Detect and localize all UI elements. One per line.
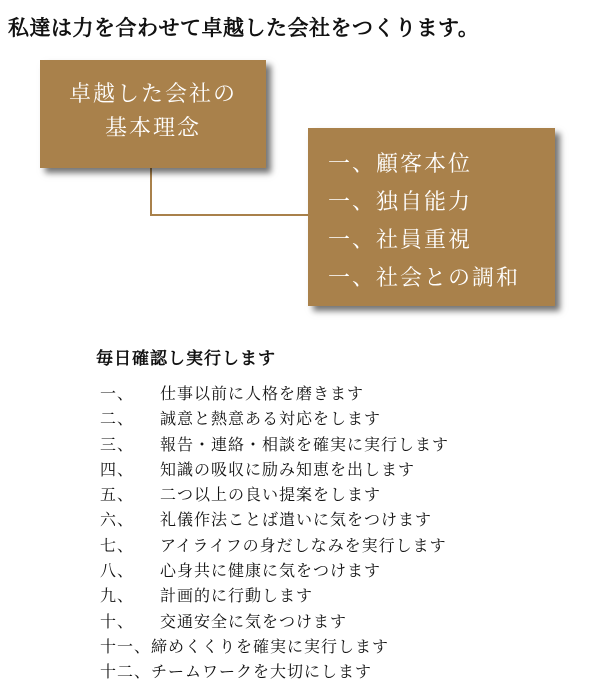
daily-heading: 毎日確認し実行します (96, 349, 276, 369)
item-number: 六、 (100, 510, 135, 530)
item-number: 八、 (100, 561, 135, 581)
item-text: 報告・連絡・相談を確実に実行します (160, 434, 450, 454)
headline: 私達は力を合わせて卓越した会社をつくります。 (8, 16, 480, 40)
philosophy-title-box (40, 60, 266, 168)
list-item (100, 432, 449, 457)
philosophy-title-line1: 卓越した会社の (68, 82, 237, 107)
item-text: アイライフの身だしなみを実行します (160, 535, 447, 555)
item-text: 仕事以前に人格を磨きます (160, 384, 365, 403)
item-number: 十二、 (100, 662, 152, 682)
core-value-item: 一、独自能力 (328, 190, 473, 215)
item-text: 二つ以上の良い提案をします (160, 485, 382, 505)
item-text: チームワークを大切にします (151, 662, 373, 682)
list-item (100, 634, 449, 659)
item-number: 十一、 (100, 636, 152, 656)
philosophy-title-line2: 基本理念 (104, 116, 201, 141)
connector-line (150, 168, 308, 216)
item-number: 九、 (100, 586, 135, 606)
list-item (100, 659, 449, 684)
core-values-box (308, 128, 555, 306)
list-item (100, 558, 449, 583)
core-value-item: 一、顧客本位 (328, 152, 473, 177)
daily-checklist (100, 381, 449, 685)
item-text: 誠意と熱意ある対応をします (160, 409, 382, 429)
list-item (100, 381, 449, 406)
list-item (100, 583, 449, 608)
item-text: 締めくくりを確実に実行します (151, 636, 390, 656)
list-item (100, 406, 449, 431)
item-number: 十、 (100, 611, 135, 631)
list-item (100, 609, 449, 634)
item-text: 知識の吸収に励み知恵を出します (160, 459, 416, 479)
item-number: 七、 (100, 535, 135, 555)
item-text: 礼儀作法ことば遣いに気をつけます (160, 510, 433, 530)
item-number: 二、 (100, 409, 135, 429)
list-item (100, 482, 449, 507)
item-number: 三、 (100, 434, 135, 454)
list-item (100, 533, 449, 558)
core-value-item: 一、社員重視 (328, 228, 473, 253)
item-text: 計画的に行動します (160, 586, 314, 606)
item-number: 五、 (100, 485, 135, 505)
item-number: 一、 (100, 384, 135, 403)
core-value-item: 一、社会との調和 (328, 266, 521, 291)
item-number: 四、 (100, 459, 135, 479)
list-item (100, 457, 449, 482)
list-item (100, 507, 449, 532)
item-text: 交通安全に気をつけます (160, 611, 348, 631)
item-text: 心身共に健康に気をつけます (160, 561, 382, 581)
